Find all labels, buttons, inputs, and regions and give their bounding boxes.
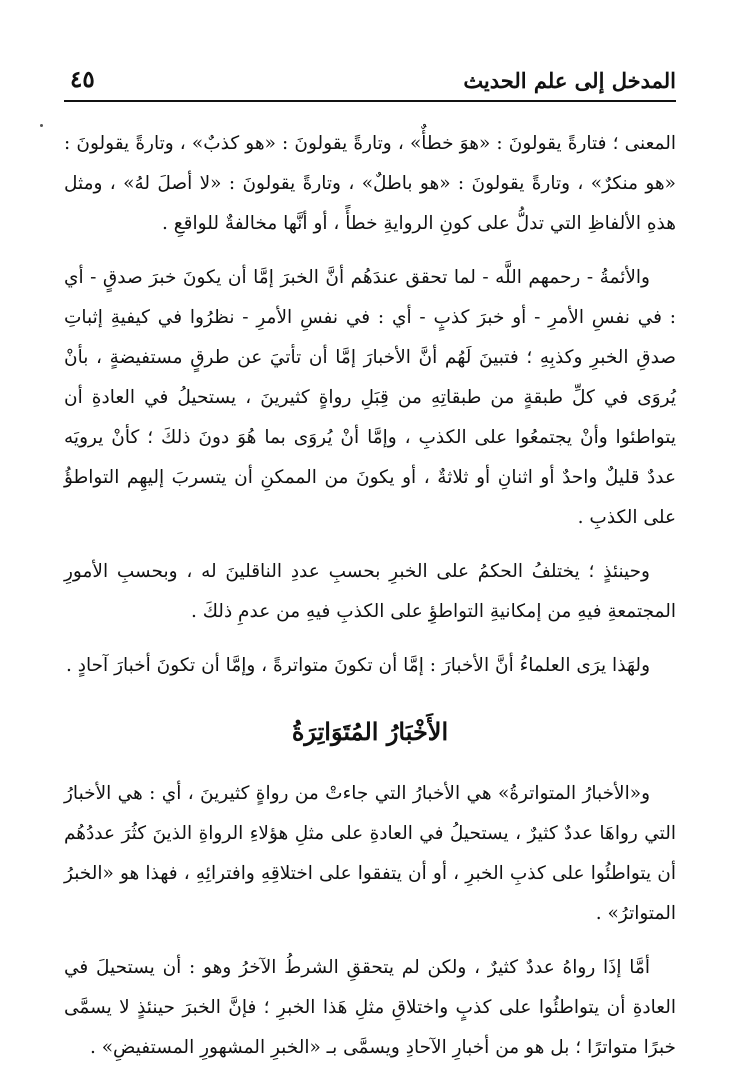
paragraph-meaning: المعنى ؛ فتارةً يقولونَ : «هوَ خطأٌ» ، وتارةً يقولونَ : «هو كذبٌ» ، وتارةً يقولونَ : «هو منكرٌ» ، وتارةً يقولونَ : «هو باطلٌ» ، وتارةً يقولونَ : «لا أصلَ لهُ» ، ومثل هذهِ الألفاظِ التي تدلُّ على كونِ الروايةِ خطأً ، أو أنَّها مخالفةٌ للواقعِ . (64, 133, 676, 234)
paragraph-ruling: وحينئذٍ ؛ يختلفُ الحكمُ على الخبرِ بحسبِ عددِ الناقلينَ له ، وبحسبِ الأمورِ المجتمعةِ فيهِ من إمكانيةِ التواطؤِ على الكذبِ فيهِ من عدمِ ذلكَ . (64, 561, 676, 622)
paragraph-scholars: ولهَذا يرَى العلماءُ أنَّ الأخبارَ : إمَّا أن تكونَ متواترةً ، وإمَّا أن تكونَ أخبارَ آحادٍ . (65, 655, 650, 676)
page-header (64, 62, 676, 102)
paragraph-imams: والأئمةُ - رحمهم اللَّه - لما تحقق عندَهُم أنَّ الخبرَ إمَّا أن يكونَ خبرَ صدقٍ - أي : في نفسِ الأمرِ - أو خبرَ كذبٍ - أي : في نفسِ الأمرِ - نظرُوا في كيفيةِ إثباتِ صدقِ الخبرِ وكذبِهِ ؛ فتبينَ لَهُم أنَّ الأخبارَ إمَّا أن تأتيَ عن طرقٍ مستفيضةٍ ، بأنْ يُروَى في كلِّ طبقةٍ من طبقاتِهِ من قِبَلِ رواةٍ كثيرينَ ، يستحيلُ في العادةِ أن يتواطئوا وأنْ يجتمعُوا على الكذبِ ، وإمَّا أنْ يُروَى بما هُوَ دونَ ذلكَ ؛ كأنْ يرويَه عددٌ قليلٌ واحدٌ أو اثنانِ أو ثلاثةٌ ، أو يكونَ من الممكنِ أن يتسربَ إليهِم التواطؤُ على الكذبِ . (64, 267, 676, 528)
paragraph-mashhur: أمَّا إذَا رواهُ عددٌ كثيرٌ ، ولكن لم يتحققِ الشرطُ الآخرُ وهو : أن يستحيلَ في العادةِ أن يتواطئُوا على كذبٍ واختلاقِ مثلِ هَذا الخبرِ ؛ فإنَّ الخبرَ حينئذٍ لا يسمَّى خبرًا متواترًا ؛ بل هو من أخبارِ الآحادِ ويسمَّى بـ «الخبرِ المشهورِ المستفيضِ» . (64, 957, 676, 1058)
page-content (64, 102, 676, 1068)
paragraph-mutawatir-definition: و«الأخبارُ المتواترةُ» هي الأخبارُ التي جاءتْ من رواةٍ كثيرينَ ، أي : هي الأخبارُ التي رواهَا عددٌ كثيرٌ ، يستحيلُ في العادةِ على مثلِ هؤلاءِ الرواةِ الذينَ كثُرَ عددُهُم أن يتواطئُوا على كذبِ الخبرِ ، أو أن يتفقوا على اختلاقِهِ وافترائِهِ ، فهذا هو «الخبرُ المتواترُ» . (64, 783, 676, 924)
book-page (64, 62, 676, 1082)
page-number: ٤٥ (70, 66, 95, 93)
running-title: المدخل إلى علم الحديث (463, 68, 676, 93)
stray-dot-mark (40, 124, 43, 127)
section-heading: الأَخْبَارُ المُتَوَاتِرَةُ (291, 717, 449, 746)
